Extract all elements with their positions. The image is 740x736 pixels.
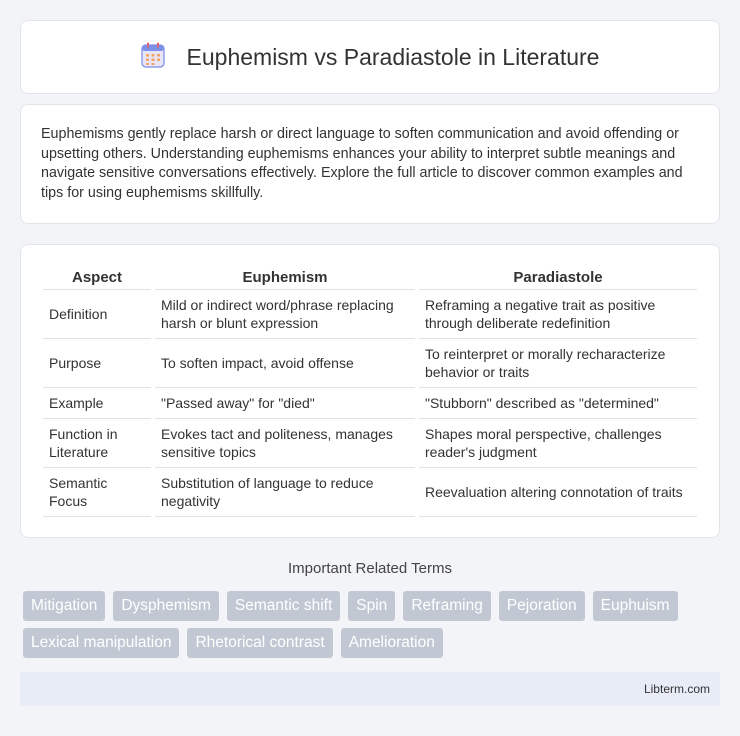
related-term-tag[interactable]: Lexical manipulation bbox=[23, 628, 179, 658]
related-term-tag[interactable]: Reframing bbox=[403, 591, 491, 621]
related-term-tag[interactable]: Dysphemism bbox=[113, 591, 219, 621]
table-cell: "Passed away" for "died" bbox=[155, 388, 415, 419]
table-cell: To reinterpret or morally recharacterize behavior or traits bbox=[419, 339, 697, 388]
table-cell: Substitution of language to reduce negativity bbox=[155, 468, 415, 517]
table-row bbox=[43, 290, 697, 339]
table-row bbox=[43, 339, 697, 388]
related-term-tag[interactable]: Amelioration bbox=[341, 628, 443, 658]
related-terms-list bbox=[23, 591, 723, 658]
calendar-icon bbox=[141, 42, 165, 73]
table-cell: Definition bbox=[43, 290, 151, 339]
related-term-tag[interactable]: Spin bbox=[348, 591, 395, 621]
table-cell: Purpose bbox=[43, 339, 151, 388]
header-card bbox=[20, 20, 720, 94]
related-terms-heading: Important Related Terms bbox=[288, 560, 452, 577]
footer-brand-link[interactable]: Libterm.com bbox=[643, 682, 710, 696]
comparison-card bbox=[20, 244, 720, 538]
column-header-aspect: Aspect bbox=[43, 265, 151, 290]
table-cell: Mild or indirect word/phrase replacing harsh or blunt expression bbox=[155, 290, 415, 339]
table-cell: Semantic Focus bbox=[43, 468, 151, 517]
related-term-tag[interactable]: Mitigation bbox=[23, 591, 105, 621]
footer bbox=[20, 672, 720, 706]
table-cell: Shapes moral perspective, challenges reader's judgment bbox=[419, 419, 697, 468]
table-row bbox=[43, 388, 697, 419]
table-cell: Reevaluation altering connotation of traits bbox=[419, 468, 697, 517]
table-cell: Example bbox=[43, 388, 151, 419]
table-cell: Evokes tact and politeness, manages sensitive topics bbox=[155, 419, 415, 468]
comparison-table bbox=[39, 265, 701, 517]
related-term-tag[interactable]: Euphuism bbox=[593, 591, 678, 621]
table-row bbox=[43, 468, 697, 517]
table-cell: To soften impact, avoid offense bbox=[155, 339, 415, 388]
related-term-tag[interactable]: Rhetorical contrast bbox=[187, 628, 332, 658]
intro-paragraph: Euphemisms gently replace harsh or direct language to soften communication and avoid offending or upsetting others. Understanding euphemisms enhances your ability to interpret subtle meanings and navigate sensitive conversations effectively. Explore the full article to discover common examples and tips for using euphemisms skillfully. bbox=[41, 126, 683, 201]
table-row bbox=[43, 419, 697, 468]
table-cell: "Stubborn" described as "determined" bbox=[419, 388, 697, 419]
column-header-euphemism: Euphemism bbox=[155, 265, 415, 290]
column-header-paradiastole: Paradiastole bbox=[419, 265, 697, 290]
table-header-row bbox=[43, 265, 697, 290]
table-cell: Function in Literature bbox=[43, 419, 151, 468]
intro-card bbox=[20, 104, 720, 224]
table-cell: Reframing a negative trait as positive through deliberate redefinition bbox=[419, 290, 697, 339]
page-title: Euphemism vs Paradiastole in Literature bbox=[186, 43, 600, 70]
related-term-tag[interactable]: Pejoration bbox=[499, 591, 585, 621]
related-term-tag[interactable]: Semantic shift bbox=[227, 591, 340, 621]
